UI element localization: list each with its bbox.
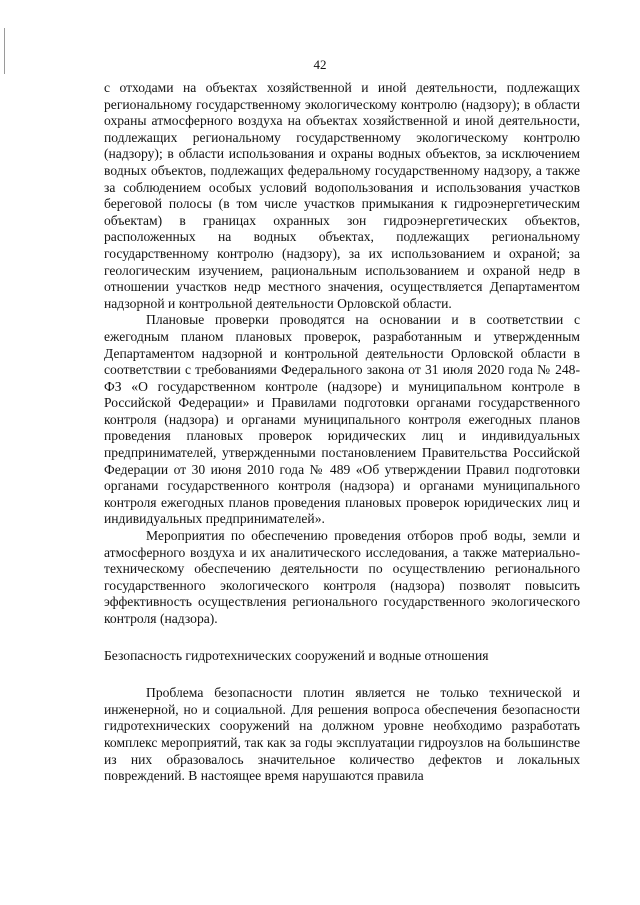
document-body <box>104 80 580 785</box>
section-heading: Безопасность гидротехнических сооружений и водные отношения <box>104 647 489 663</box>
page-number: 42 <box>313 57 327 72</box>
paragraph-sampling-measures: Мероприятия по обеспечению проведения отборов проб воды, земли и атмосферного воздуха и их аналитического исследования, а также материально-техническому обеспечению деятельности по осуществлению регионального государственного экологического контроля (надзора) позволят повысить эффективность осуществления регионального государственного экологического контроля (надзора). <box>104 528 580 626</box>
paragraph-planned-inspections: Плановые проверки проводятся на основании и в соответствии с ежегодным планом плановых проверок, разработанным и утвержденным Департаментом надзорной и контрольной деятельности Орловской области в соответствии с требованиями Федерального закона от 31 июля 2020 года № 248-ФЗ «О государственном контроле (надзоре) и муниципальном контроле в Российской Федерации» и Правилами подготовки органами государственного контроля (надзора) и органами муниципального контроля ежегодных планов проведения плановых проверок юридических лиц и индивидуальных предпринимателей, утвержденными постановлением Правительства Российской Федерации от 30 июня 2010 года № 489 «Об утверждении Правил подготовки органами государственного контроля (надзора) и органами муниципального контроля ежегодных планов проведения плановых проверок юридических лиц и индивидуальных предпринимателей». <box>104 312 580 527</box>
paragraph-oversight-scope: с отходами на объектах хозяйственной и иной деятельности, подлежащих региональному государственному экологическому контролю (надзору); в области охраны атмосферного воздуха на объектах хозяйственной и иной деятельности, подлежащих региональному государственному экологическому контролю (надзору); в области использования и охраны водных объектов, за исключением водных объектов, подлежащих федеральному государственному надзору, а также за соблюдением особых условий водопользования и использования участков береговой полосы (в том числе участков примыкания к гидроэнергетическим объектам) в границах охранных зон гидроэнергетических объектов, расположенных на водных объектах, подлежащих региональному государственному контролю (надзору), за их использованием и охраной; за геологическим изучением, рациональным использованием и охраной недр в отношении участков недр местного значения, осуществляется Департаментом надзорной и контрольной деятельности Орловской области. <box>104 80 580 311</box>
paragraph-dam-safety: Проблема безопасности плотин является не только технической и инженерной, но и социальной. Для решения вопроса обеспечения безопасности гидротехнических сооружений на должном уровне необходимо разработать комплекс мероприятий, так как за годы эксплуатации гидроузлов на большинстве из них образовалось значительное количество дефектов и локальных повреждений. В настоящее время нарушаются правила <box>104 685 580 784</box>
